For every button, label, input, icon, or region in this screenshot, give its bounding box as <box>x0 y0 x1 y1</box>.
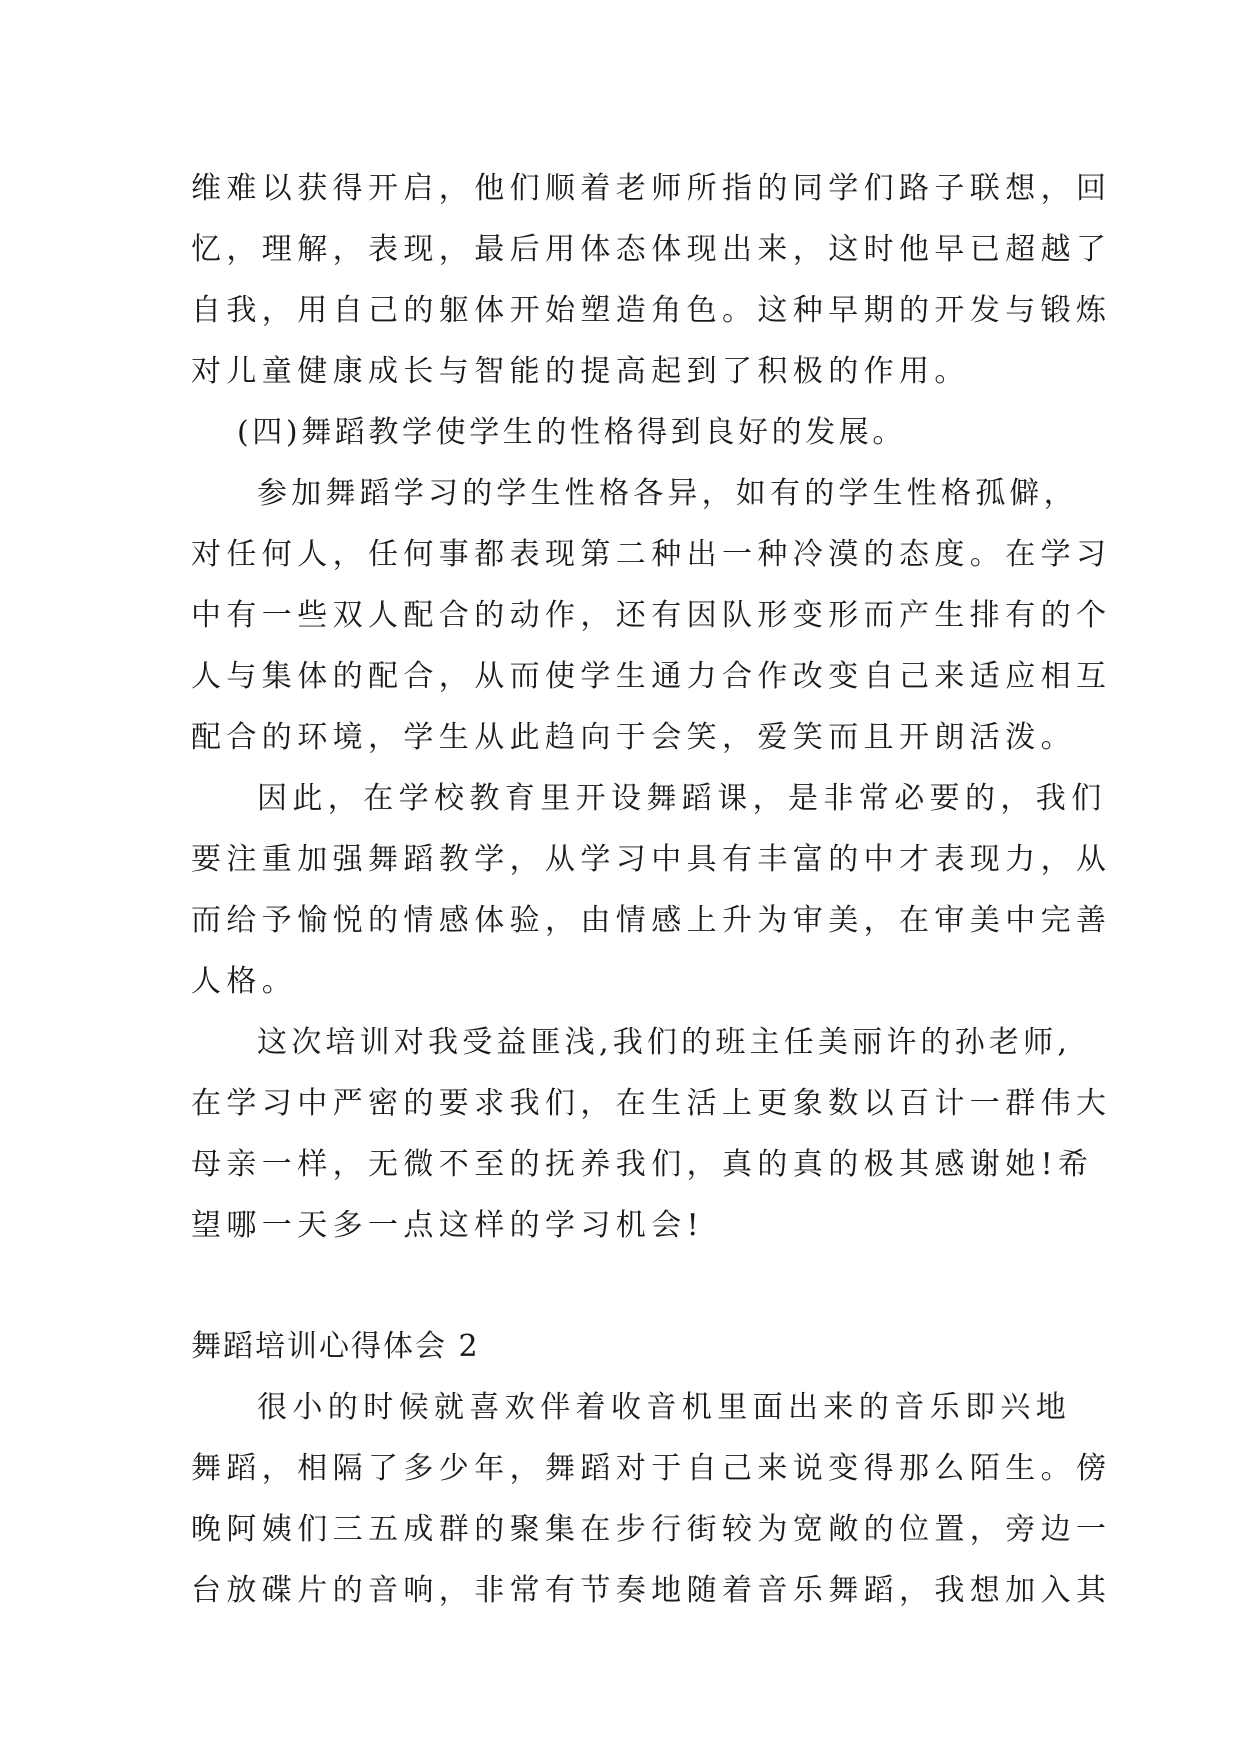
text-line: 晚阿姨们三五成群的聚集在步行街较为宽敞的位置，旁边一 <box>191 1512 1112 1547</box>
document-body <box>191 158 1112 1621</box>
text-line: 对儿童健康成长与智能的提高起到了积极的作用。 <box>191 354 970 389</box>
text-line: 人与集体的配合，从而使学生通力合作改变自己来适应相互 <box>191 659 1112 694</box>
paragraph-thanks <box>191 1012 1112 1256</box>
text-line: 对任何人，任何事都表现第二种出一种冷漠的态度。在学习 <box>191 537 1112 572</box>
section-heading: (四)舞蹈教学使学生的性格得到良好的发展。 <box>237 415 907 450</box>
text-line: 很小的时候就喜欢伴着收音机里面出来的音乐即兴地 <box>257 1390 1072 1425</box>
paragraph-conclusion <box>191 768 1112 1012</box>
text-line: 忆，理解，表现，最后用体态体现出来，这时他早已超越了 <box>191 232 1112 267</box>
text-line: 这次培训对我受益匪浅,我们的班主任美丽许的孙老师, <box>257 1025 1072 1060</box>
paragraph-article2 <box>191 1377 1112 1621</box>
text-line: 要注重加强舞蹈教学，从学习中具有丰富的中才表现力，从 <box>191 842 1112 877</box>
text-line: 因此，在学校教育里开设舞蹈课，是非常必要的，我们 <box>257 781 1107 816</box>
text-line: 舞蹈，相隔了多少年，舞蹈对于自己来说变得那么陌生。傍 <box>191 1451 1112 1486</box>
text-line: 参加舞蹈学习的学生性格各异，如有的学生性格孤僻， <box>257 476 1078 511</box>
text-line: 维难以获得开启，他们顺着老师所指的同学们路子联想，回 <box>191 171 1112 206</box>
text-line: 配合的环境，学生从此趋向于会笑，爱笑而且开朗活泼。 <box>191 720 1076 755</box>
text-line: 而给予愉悦的情感体验，由情感上升为审美，在审美中完善 <box>191 903 1112 938</box>
text-line: 中有一些双人配合的动作，还有因队形变形而产生排有的个 <box>191 598 1112 633</box>
section-spacer <box>191 1256 1051 1316</box>
article-title: 舞蹈培训心得体会 2 <box>191 1329 480 1364</box>
text-line: 在学习中严密的要求我们，在生活上更象数以百计一群伟大 <box>191 1086 1112 1121</box>
text-line: 人格。 <box>191 964 298 999</box>
text-line: 自我，用自己的躯体开始塑造角色。这种早期的开发与锻炼 <box>191 293 1112 328</box>
paragraph-continuation <box>191 158 1112 402</box>
text-line: 母亲一样，无微不至的抚养我们，真的真的极其感谢她!希 <box>191 1147 1094 1182</box>
paragraph-personality <box>191 463 1112 768</box>
text-line: 望哪一天多一点这样的学习机会! <box>191 1208 705 1243</box>
text-line: 台放碟片的音响，非常有节奏地随着音乐舞蹈，我想加入其 <box>191 1573 1112 1608</box>
